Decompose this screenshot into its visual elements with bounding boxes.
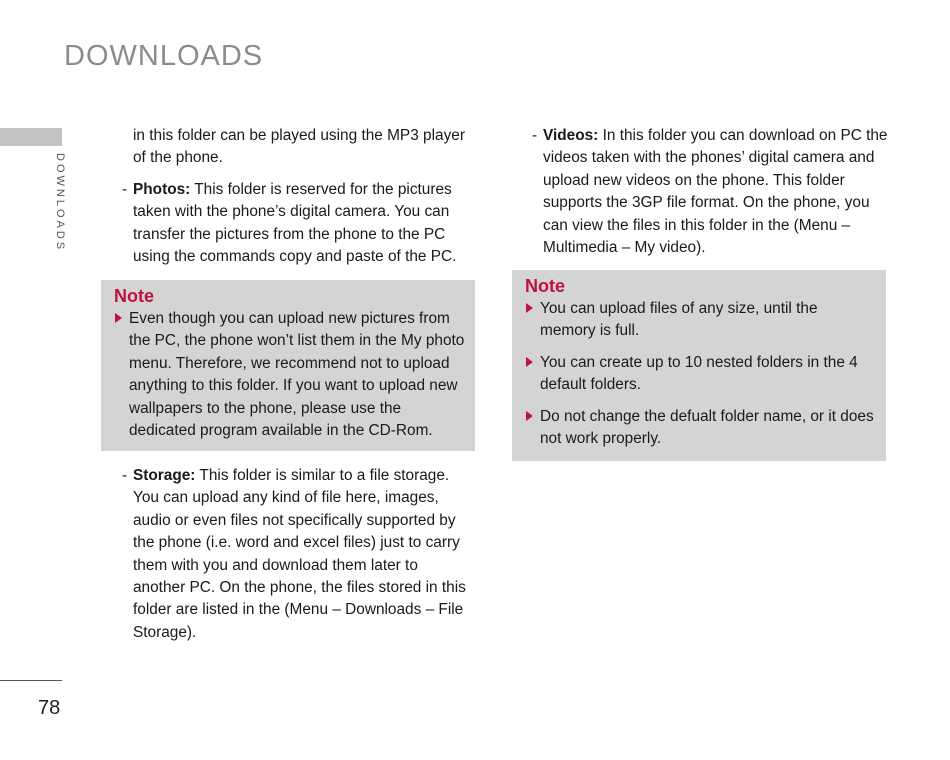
list-dash: - — [122, 467, 128, 484]
storage-term: Storage: — [133, 467, 196, 484]
triangle-bullet-icon — [526, 357, 533, 367]
side-section-label: DOWNLOADS — [54, 153, 66, 253]
triangle-bullet-icon — [526, 303, 533, 313]
note-item-text: Do not change the defualt folder name, or it does not work properly. — [540, 408, 874, 448]
note-heading: Note — [525, 276, 565, 296]
note-item — [540, 406, 876, 451]
storage-paragraph — [122, 465, 473, 644]
side-tab — [0, 128, 62, 146]
note-box-left — [101, 280, 475, 451]
videos-paragraph — [532, 125, 888, 259]
photos-term: Photos: — [133, 181, 191, 198]
videos-text: In this folder you can download on PC the videos taken with the phones’ digital camera and upload new videos on the phone. This folder supports the 3GP file format. On the phone, you can view the files in this folder in the (Menu – Multimedia – My video). — [543, 127, 888, 257]
note-item-text: Even though you can upload new pictures from the PC, the phone won’t list them in the My photo menu. Therefore, we recommend not to upload anything to this folder. If you want to upload new wallpapers to the phone, please use the dedicated program available in the CD-Rom. — [129, 310, 465, 440]
list-dash: - — [122, 181, 128, 198]
photos-text: This folder is reserved for the pictures taken with the phone’s digital camera. You can transfer the pictures from the phone to the PC using the commands copy and paste of the PC. — [133, 181, 457, 266]
note-item — [540, 352, 880, 397]
page-title: DOWNLOADS — [64, 40, 264, 72]
intro-paragraph: in this folder can be played using the MP3 player of the phone. — [133, 127, 465, 167]
storage-text: This folder is similar to a file storage. You can upload any kind of file here, images, audio or even files not specifically supported by the phone (i.e. word and excel files) just to carry them with you and download them later to another PC. On the phone, the files stored in this folder are listed in the (Menu – Downloads – File Storage). — [133, 467, 466, 641]
photos-paragraph — [122, 179, 475, 269]
triangle-bullet-icon — [115, 313, 122, 323]
page-number: 78 — [38, 697, 61, 719]
list-dash: - — [532, 127, 538, 144]
triangle-bullet-icon — [526, 411, 533, 421]
note-box-right — [512, 270, 886, 461]
note-heading: Note — [114, 286, 154, 306]
footer-divider — [0, 680, 62, 681]
note-item — [540, 298, 876, 343]
note-item — [129, 308, 469, 442]
note-item-text: You can create up to 10 nested folders in the 4 default folders. — [540, 354, 858, 394]
videos-term: Videos: — [543, 127, 599, 144]
note-item-text: You can upload files of any size, until the memory is full. — [540, 300, 818, 340]
